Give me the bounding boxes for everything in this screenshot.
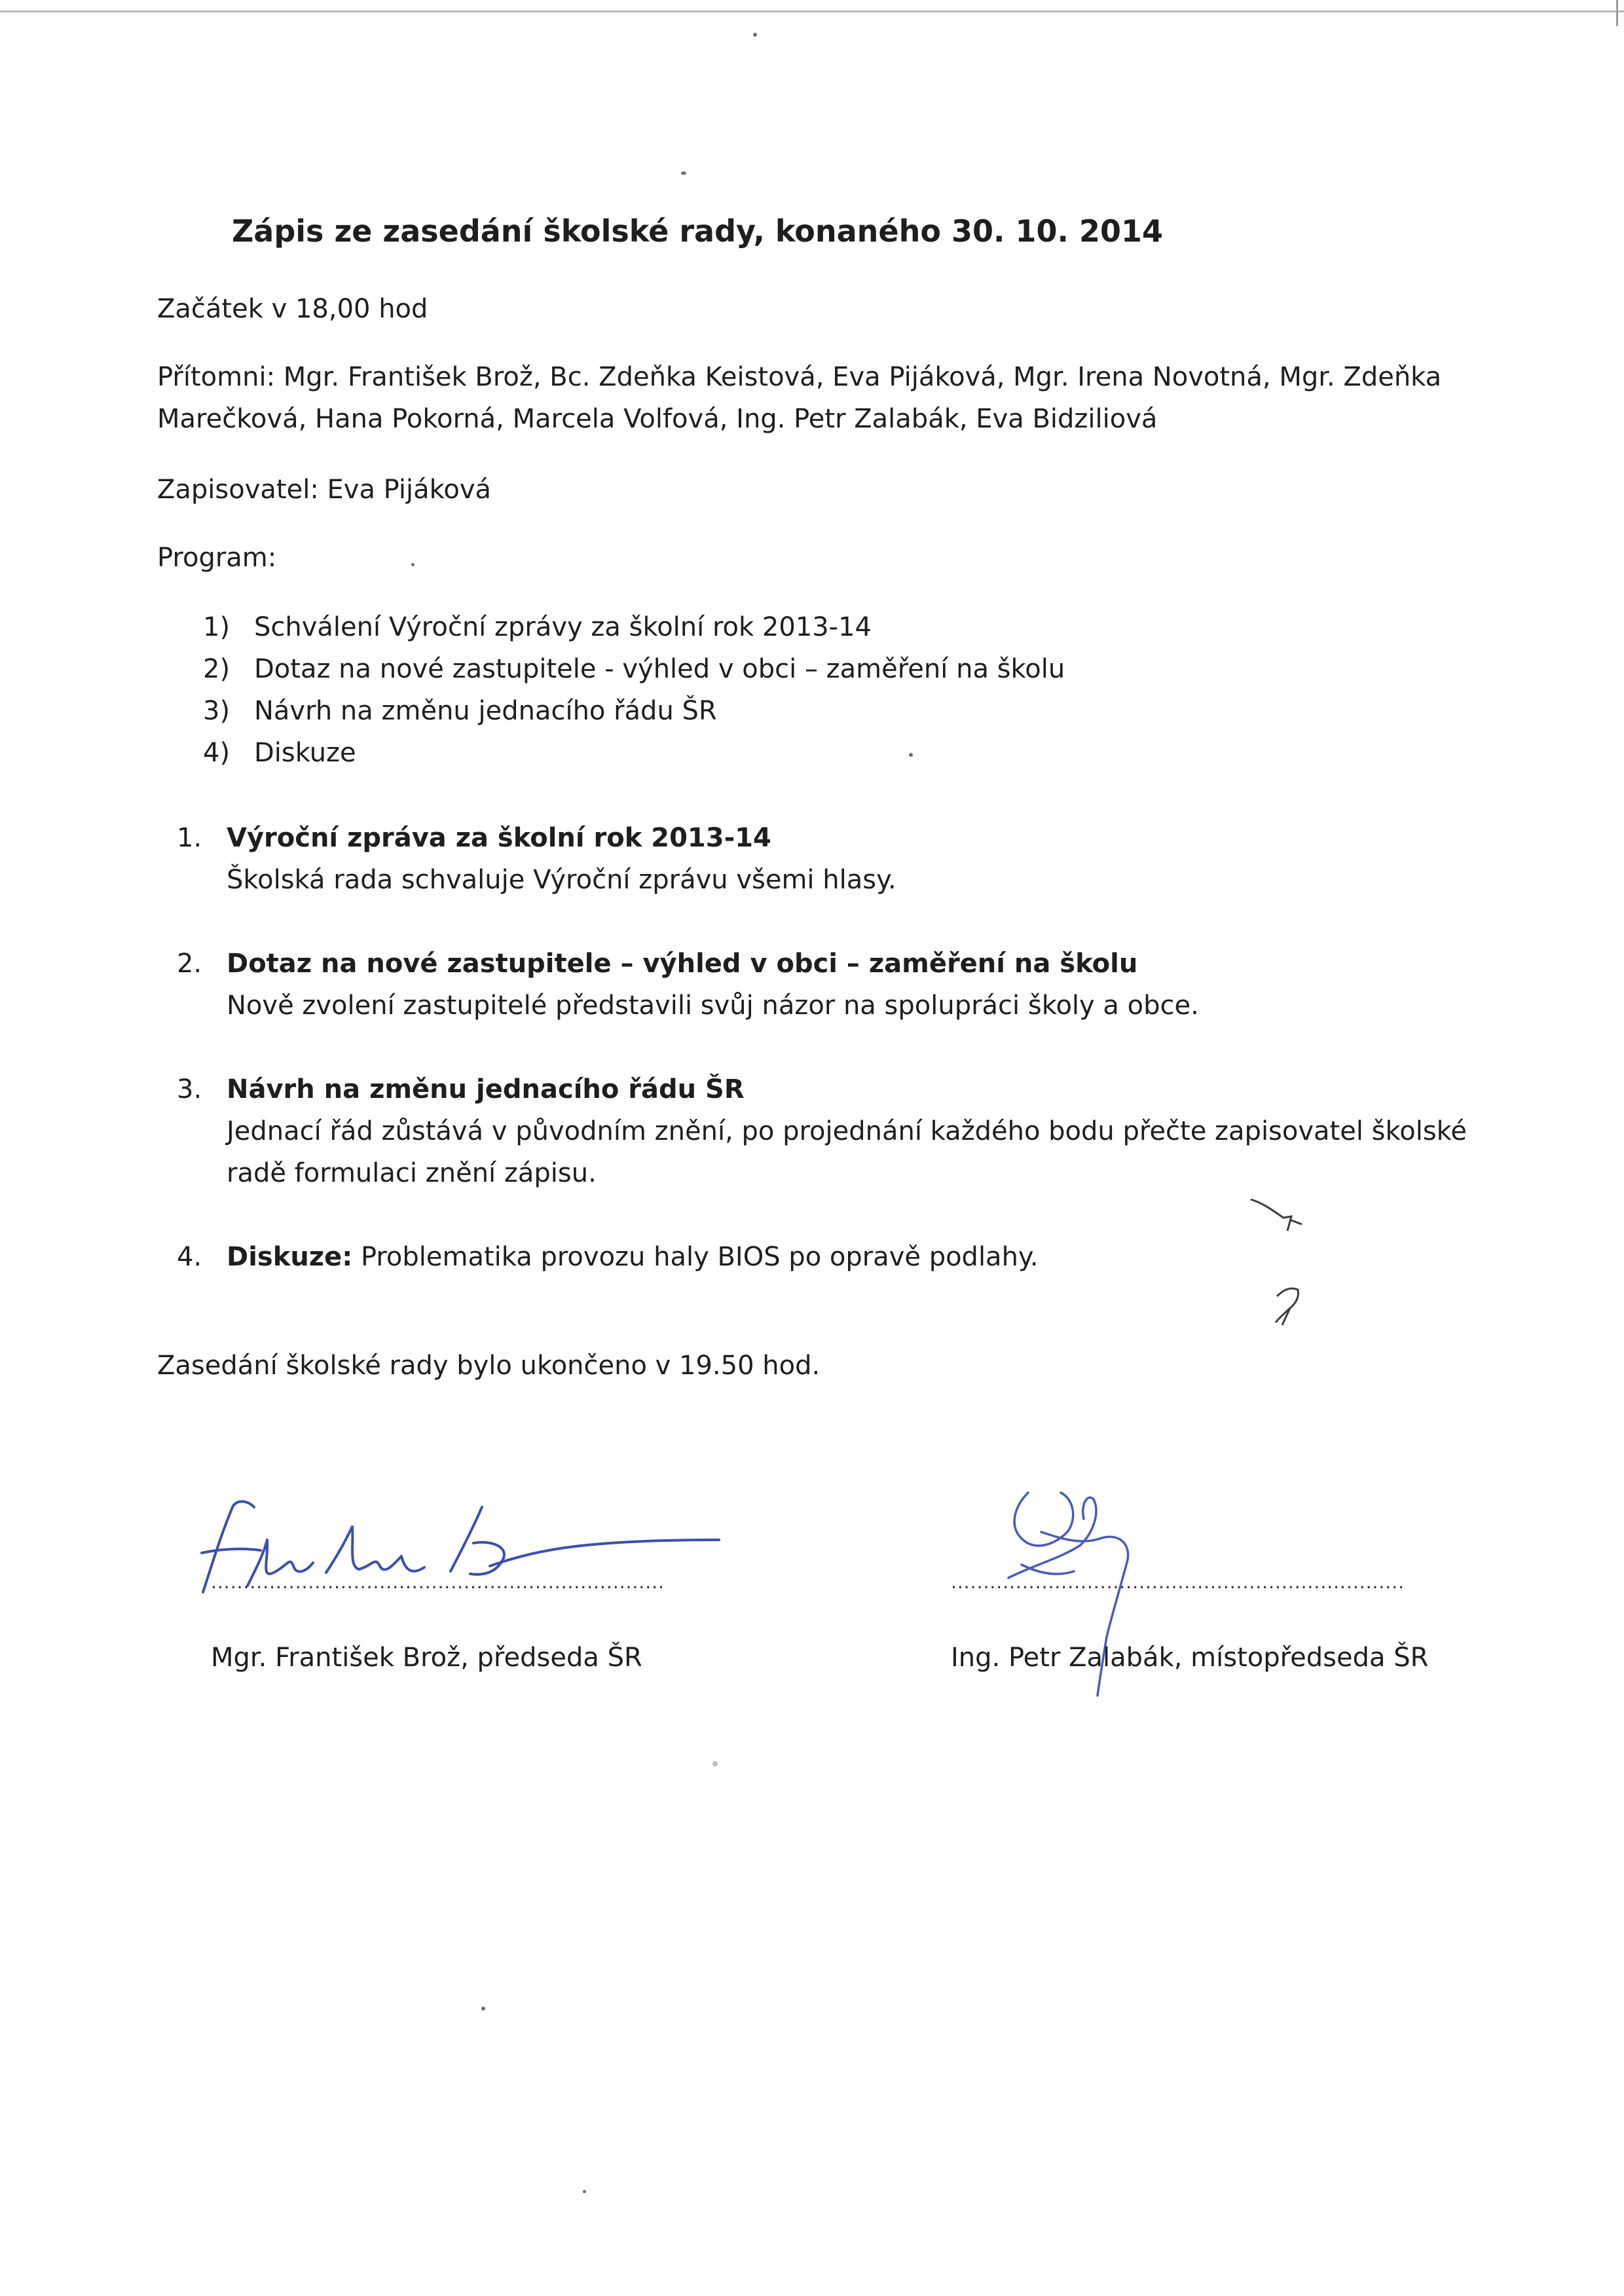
- scan-speck: [481, 2007, 485, 2011]
- section-heading: Dotaz na nové zastupitele – výhled v obci – zaměření na školu: [227, 949, 1138, 979]
- program-item-text: Diskuze: [254, 738, 356, 768]
- section-text: Problematika provozu haly BIOS po opravě podlahy.: [360, 1242, 1039, 1272]
- section-heading: Výroční zpráva za školní rok 2013-14: [227, 823, 771, 853]
- program-item-number: 2): [203, 654, 231, 684]
- section-number: 1.: [177, 823, 202, 853]
- section-number: 3.: [177, 1074, 202, 1104]
- signature-name-right: Ing. Petr Zalabák, místopředseda ŠR: [951, 1643, 1429, 1673]
- program-item-number: 3): [203, 696, 231, 726]
- section-text-line-2: radě formulaci znění zápisu.: [227, 1158, 597, 1188]
- section-number: 4.: [177, 1242, 202, 1272]
- program-item-text: Schválení Výroční zprávy za školní rok 2013-14: [254, 612, 872, 642]
- signature-line-left: ......................................................................: [211, 1571, 665, 1593]
- section-heading: Diskuze:: [227, 1242, 353, 1272]
- program-item: [203, 606, 1251, 648]
- section-body: [227, 1236, 1418, 1278]
- section-heading: Návrh na změnu jednacího řádu ŠR: [227, 1074, 745, 1104]
- scan-edge-right: [1616, 0, 1618, 26]
- section-body: [227, 943, 1418, 1027]
- program-item-number: 4): [203, 738, 231, 768]
- program-label: Program:: [157, 543, 277, 573]
- section-body: [227, 817, 1418, 901]
- section-text: Školská rada schvaluje Výroční zprávu všemi hlasy.: [227, 865, 896, 895]
- recorder: Zapisovatel: Eva Pijáková: [157, 475, 492, 505]
- scan-speck: [583, 2190, 586, 2193]
- attendees-line-1: Přítomni: Mgr. František Brož, Bc. Zdeňka Keistová, Eva Pijáková, Mgr. Irena Novotná, Mgr. Zdeňka: [157, 362, 1442, 392]
- program-item: [203, 648, 1251, 690]
- page-title: Zápis ze zasedání školské rady, konaného 30. 10. 2014: [231, 213, 1164, 249]
- signature-name-left: Mgr. František Brož, předseda ŠR: [211, 1643, 642, 1673]
- program-item: [203, 690, 1251, 732]
- scan-speck: [681, 172, 686, 175]
- scan-speck: [712, 1761, 718, 1766]
- signature-line-right: ......................................................................: [951, 1571, 1405, 1593]
- program-item: [203, 732, 1251, 774]
- attendees-line-2: Marečková, Hana Pokorná, Marcela Volfová, Ing. Petr Zalabák, Eva Bidziliová: [157, 404, 1158, 434]
- scan-speck: [753, 33, 757, 37]
- meeting-start: Začátek v 18,00 hod: [157, 294, 428, 324]
- section-text: Nově zvolení zastupitelé představili svůj názor na spolupráci školy a obce.: [227, 991, 1199, 1021]
- program-item-text: Dotaz na nové zastupitele - výhled v obci – zaměření na školu: [254, 654, 1065, 684]
- section-body: [227, 1068, 1467, 1194]
- margin-scribble-mark: [1244, 1192, 1336, 1349]
- section-text-line-1: Jednací řád zůstává v původním znění, po projednání každého bodu přečte zapisovatel školské: [227, 1116, 1467, 1146]
- meeting-closing: Zasedání školské rady bylo ukončeno v 19.50 hod.: [157, 1351, 821, 1381]
- program-item-number: 1): [203, 612, 231, 642]
- section-number: 2.: [177, 949, 202, 979]
- program-item-text: Návrh na změnu jednacího řádu ŠR: [254, 696, 717, 726]
- scan-edge-top: [0, 10, 1624, 12]
